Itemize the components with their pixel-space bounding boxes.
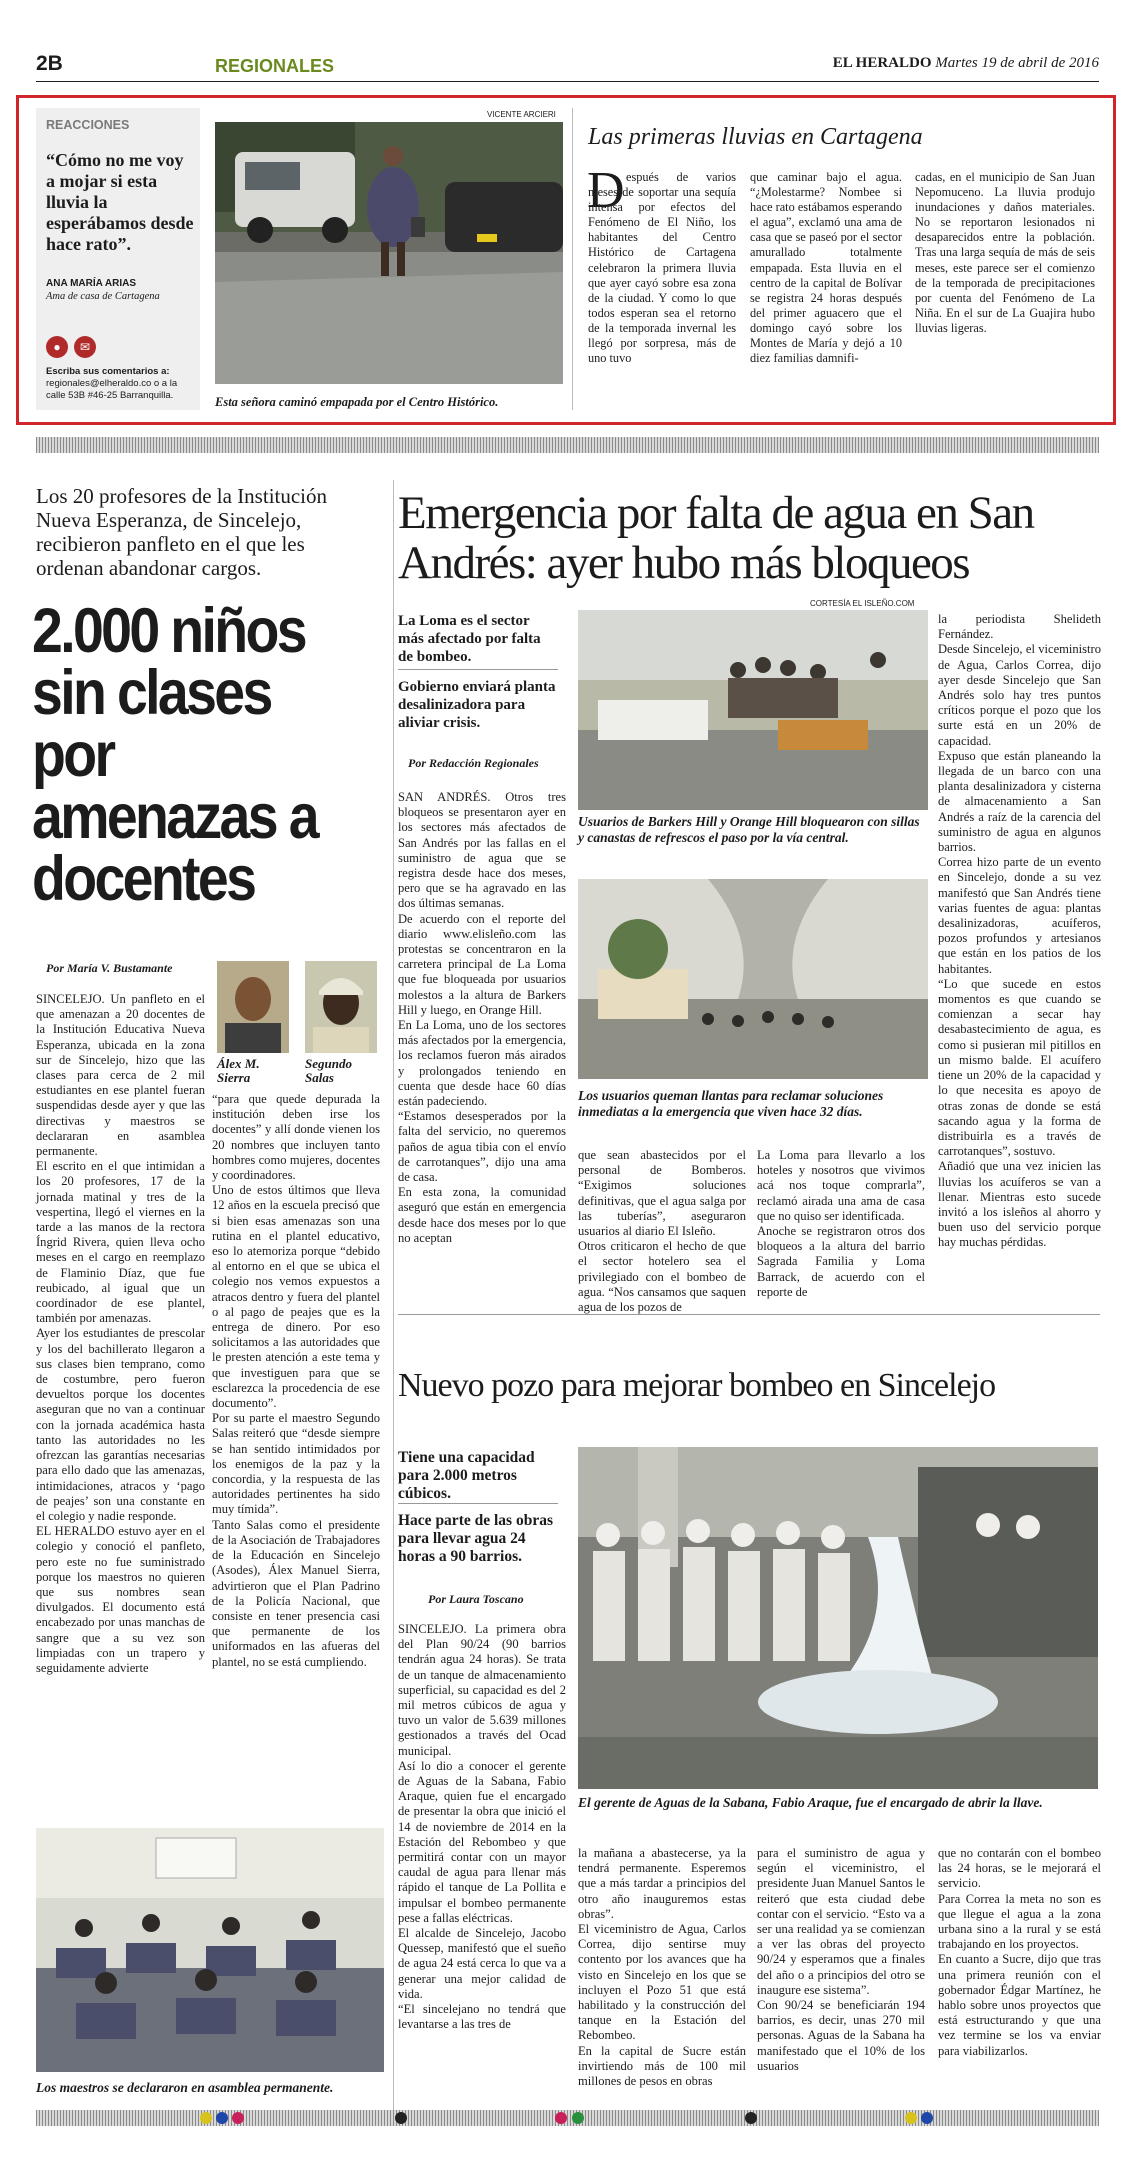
teachers-lead: Los 20 profesores de la Institución Nueva Esperanza, de Sincelejo, recibieron panfleto en el que les ordenan abandonar cargos. [36,484,328,580]
header-rule [36,81,1099,82]
rain-photo-caption: Esta señora caminó empapada por el Centro Histórico. [215,395,499,409]
section-label: REGIONALES [215,56,335,76]
well-opening-caption: El gerente de Aguas de la Sabana, Fabio Araque, fue el encargado de abrir la llave. [578,1795,1043,1810]
rain-story-dropcap: D [587,162,625,219]
issue-date: Martes 19 de abril de 2016 [935,55,1099,71]
registration-dot [200,2112,212,2124]
teachers-byline: Por María V. Bustamante [46,961,173,975]
column-divider-main [393,480,394,2110]
pozo-byline: Por Laura Toscano [428,1592,524,1606]
reacciones-name: ANA MARÍA ARIAS [46,278,136,289]
photo-credit-rain: VICENTE ARCIERI [487,110,556,119]
well-opening-photo [578,1447,1098,1789]
pozo-col2: la mañana a abastecerse, ya la tendrá permanente. Esperemos que a más tardar a principios del otro año inauguremos estas obras”. El viceministro de Agua, Carlos Correa, dijo sentirse muy contento por los avances que ha visto en Sincelejo en los que se incluyen el Pozo 51 que está habilitado y la construcción del tanque en la Estación del Rebombeo. En la capital de Sucre están invirtiendo más de 100 mil millones de pesos en obras [578,1846,746,2089]
pozo-col1: SINCELEJO. La primera obra del Plan 90/24 (90 barrios tendrán agua 24 horas). Se trata de un tanque de almacenamiento superficial, su capacidad es del 2 mil metros cúbicos de agua y tuvo un valor de 5.639 millones gestionados a través del Ocad municipal. Así lo dio a conocer el gerente de Aguas de la Sabana, Fabio Araque, quien fue el encargado de presentar la obra que inició el 14 de noviembre de 2014 en la Estación del Rebombeo y que permitirá contar con un mayor caudal de agua para llenar más rápido el tanque de La Pollita e impulsar el bombeo permanente pese a fallas eléctricas. El alcalde de Sincelejo, Jacobo Quessep, manifestó que el sueño de agua 24 está cerca lo que va a generar una mejor calidad de vida. “El sincelejano no tendrá que levantarse a las tres de [398,1622,566,2032]
portrait-segundo-salas [305,961,377,1053]
portrait2-name: Segundo Salas [305,1056,352,1085]
reacciones-quote: “Cómo no me voy a mojar si esta lluvia la esperábamos desde hace rato”. [46,150,194,254]
classroom-caption: Los maestros se declararon en asamblea permanente. [36,2080,334,2095]
reacciones-role: Ama de casa de Cartagena [46,291,160,302]
san-andres-photo-credit: CORTESÍA EL ISLEÑO.COM [810,599,915,608]
pozo-col4: que no contarán con el bombeo las 24 horas, se le mejorará el servicio. Para Correa la meta no son es que llegue el agua a la zona urbana sino a la rural y se está trabajando en los proyectos. En cuanto a Sucre, dijo que tras una primera reunión con el gobernador Édgar Martínez, he hablo sobre unos proyectos que está estructurando y que una vez termine se los va enviar para viabilizarlos. [938,1846,1101,2058]
rain-photo [215,122,563,384]
registration-dot [395,2112,407,2124]
registration-dot [745,2112,757,2124]
mail-icon[interactable]: ✉ [74,336,96,358]
reacciones-contact-detail[interactable]: regionales@elheraldo.co o a la calle 53B #46-25 Barranquilla. [46,378,178,401]
kicker-rule-1 [398,669,558,670]
portrait1-name: Álex M. Sierra [217,1056,260,1085]
rain-story-col3: cadas, en el municipio de San Juan Nepomuceno. La lluvia produjo inundaciones y daños materiales. No se reportaron lesionados ni desaparecidos entre la población. Tras una larga sequía de más de seis meses, este parece ser el comienzo de la temporada de precipitaciones por cuenta del Fenómeno de La Niña. En el sur de La Guajira hubo lluvias ligeras. [915,170,1095,335]
pozo-col3: para el suministro de agua y según el viceministro, el presidente Juan Manuel Santos le reiteró que esta ciudad debe contar con el servicio. “Esto va a ser una realidad ya se comienzan a ver las obras del proyecto 90/24 y esperamos que a finales del año o a principios del otro se inaugure ese sistema”. Con 90/24 se beneficiarán 194 barrios, es decir, unas 270 mil personas. Aguas de la Sabana ha manifestado que el 10% de los usuarios [757,1846,925,2073]
teachers-col2: “para que quede depurada la institución deben irse los docentes” y allí donde vienen los 20 nombres que incluyen tanto hombres como mujeres, docentes y coordinadores. Uno de estos últimos que lleva 12 años en la escuela precisó que si bien esas amenazas son una rutina en el plantel educativo, eso lo atemoriza porque “debido al entorno en el que se ubica el colegio nos vemos expuestos a atracos dentro y fuera del plantel o al pago de peajes que es la entrega de dinero. Por eso solicitamos a las autoridades que le presten atención a este tema y que investiguen para que se esclarezca la procedencia de ese documento”. Por su parte el maestro Segundo Salas reiteró que “desde siempre se han sentido intimidados por los enemigos de la paz y la concordia, y la respuesta de las autoridades pertinentes ha sido muy tímida”. Tanto Salas como el presidente de la Asociación de Trabajadores de la Educación en Sincelejo (Asodes), Álex Manuel Sierra, advirtieron que el Plan Padrino de la Policía Nacional, que consiste en tener presencia casi que permanente de los uniformados en las afueras del plantel, no se está cumpliendo. [212,1092,380,1669]
portrait-alex-sierra [217,961,289,1053]
san-andres-col2: que sean abastecidos por el personal de Bomberos. “Exigimos soluciones definitivas, que el agua salga por las tuberías”, aseguraron usuarios al diario El Isleño. Otros criticaron el hecho de que el sector hotelero sea el privilegiado con el bombeo de agua. “Nos cansamos que saquen agua de los pozos de [578,1148,746,1315]
teachers-headline: 2.000 niños sin clases por amenazas a docentes [32,596,317,914]
blockade-photo [578,610,928,810]
paper-name: EL HERALDO [832,55,932,71]
classroom-photo [36,1828,384,2072]
san-andres-bottom-rule [398,1314,1100,1315]
blockade-caption: Usuarios de Barkers Hill y Orange Hill bloquearon con sillas y canastas de refrescos el paso por la vía central. [578,814,920,845]
tire-fire-caption: Los usuarios queman llantas para reclamar soluciones inmediatas a la emergencia que viven hace 32 días. [578,1088,884,1119]
pozo-kicker2: Hace parte de las obras para llevar agua 24 horas a 90 barrios. [398,1512,553,1565]
registration-dot [905,2112,917,2124]
rain-story-col2: que caminar bajo el agua. “¿Molestarme? Nombee si hace rato estábamos esperando el agua”, exclamó una ama de casa que se paseó por el sector amurallado totalmente empapada. Esta lluvia en el centro de la capital de Bolívar se registra 24 horas después del primer aguacero que el domingo cayó sobre los Montes de María y dejó a 10 diez familias damnifi- [750,170,902,366]
rain-story-col1: espués de varios meses de soportar una sequía intensa por efectos del Fenómeno de El Niño, los habitantes del Centro Histórico de Cartagena celebraron la primera lluvia que ayer cayó sobre esa zona de la ciudad. Y como lo que todos esperan sea el retorno de la temporada invernal les llegó por sorpresa, más de uno tuvo [588,170,736,366]
kicker-rule-2 [398,1503,558,1504]
reacciones-label: REACCIONES [46,118,130,132]
registration-dot [216,2112,228,2124]
san-andres-kicker2: Gobierno enviará planta desalinizadora para aliviar crisis. [398,679,556,731]
tire-fire-photo [578,879,928,1079]
rain-divider [572,108,573,410]
color-registration-marks [0,2110,1135,2126]
reacciones-contact: Escriba sus comentarios a: [46,366,170,377]
teachers-col1: SINCELEJO. Un panfleto en el que amenazan a 20 docentes de la Institución Educativa Nueva Esperanza, ubicada en la zona sur de Sincelejo, hizo que las clases para cerca de 2 mil estudiantes en ese plantel fueran suspendidas desde ayer y que las directivas y maestros se declararan en asamblea permanente. El escrito en el que intimidan a los 20 profesores, 17 de la jornada matinal y tres de la vespertina, llegó el viernes en la tarde a las manos de la rectora Íngrid Rivera, quien lleva ocho meses en el cargo en reemplazo de Flaminio Díaz, que fue reubicado, al igual que un coordinador de ese plantel, también por amenazas. Ayer los estudiantes de prescolar y los del bachillerato llegaron a sus clases bien temprano, como de costumbre, pero fueron devueltos porque los docentes aseguran que no van a continuar con la jornada académica hasta tanto las autoridades no les ofrezcan las garantías necesarias para ello dado que las amenazas, intimidaciones, atracos y ‘pago de peajes’ son una constante en el colegio y nadie responde. EL HERALDO estuvo ayer en el colegio y conoció el panfleto, pero este no fue suministrado porque los maestros no quieren que sus nombres sean divulgados. El documento está encabezado por unas manchas de sangre que a su vez son limpiadas con un trapero y seguidamente advierte [36,992,205,1675]
page-number: 2B [36,52,63,75]
san-andres-kicker1: La Loma es el sector más afectado por falta de bombeo. [398,613,541,665]
registration-dot [921,2112,933,2124]
san-andres-col3: La Loma para llevarlo a los hoteles y nosotros que vivimos acá nos toque comprarla”, reclamó airada una ama de casa que no quiso ser identificada. Anoche se registraron otros dos bloqueos a la altura del barrio Sagrada Familia y Loma Barrack, de acuerdo con el reporte de [757,1148,925,1299]
masthead-date [833,55,1099,72]
separator-band-top [36,437,1099,453]
san-andres-byline: Por Redacción Regionales [408,756,539,770]
san-andres-headline: Emergencia por falta de agua en San Andrés: ayer hubo más bloqueos [398,487,1034,589]
san-andres-col4: la periodista Shelideth Fernández. Desde Sincelejo, el viceministro de Agua, Carlos Correa, dijo ayer desde Sincelejo que San Andrés solo hay tres puntos críticos porque el pozo que los surte está en un 20% de capacidad. Expuso que están planeando la llegada de un barco con una planta desalinizadora y cisterna de almacenamiento a San Andrés a raíz de la carencia del suministro de agua en algunos barrios. Correa hizo parte de un evento en Sincelejo, donde a su vez manifestó que San Andrés tiene varias fuentes de agua: plantas desalinizadoras, acuíferos, pozos profundos y artesianos que están en los patios de los habitantes. “Lo que sucede en estos momentos es que cuando se comienzan a secar hay desabastecimiento de agua, es como si pusieran mil pitillos en un mismo balde. El acuífero tiene un 20% de la capacidad y lo que necesita es apoyo de otras zonas de donde se está sacando agua y la forma de distribuirla es a través de carrotanques”, sostuvo. Añadió que una vez inicien las lluvias los acuíferos se van a llenar. Mientras esto sucede invitó a los isleños al ahorro y buen uso del servicio porque hay muchas pérdidas. [938,612,1101,1250]
registration-dot [232,2112,244,2124]
pozo-kicker1: Tiene una capacidad para 2.000 metros cúbicos. [398,1449,535,1502]
rain-story-title: Las primeras lluvias en Cartagena [588,124,923,150]
registration-dot [555,2112,567,2124]
social-icon[interactable]: ● [46,336,68,358]
pozo-headline: Nuevo pozo para mejorar bombeo en Sincelejo [398,1367,996,1404]
registration-dot [572,2112,584,2124]
san-andres-col1: SAN ANDRÉS. Otros tres bloqueos se presentaron ayer en los sectores más afectados de San Andrés por las fallas en el suministro de agua que se registra desde hace dos meses, pero que se ha agravado en las dos últimas semanas. De acuerdo con el reporte del diario www.elisleño.com las protestas se concentraron en la carretera principal de La Loma que fue bloqueada por usuarios molestos a la altura de Barkers Hill y luego, en Orange Hill. En La Loma, uno de los sectores más afectados por la emergencia, los reclamos fueron más airados y prolongados teniendo en cuenta que desde hace 60 días están padeciendo. “Estamos desesperados por la falta del servicio, no queremos paños de agua tibia con el envío de carrotanques”, dijo una ama de casa. En esta zona, la comunidad aseguró que están en emergencia desde hace dos meses por lo que no aceptan [398,790,566,1245]
